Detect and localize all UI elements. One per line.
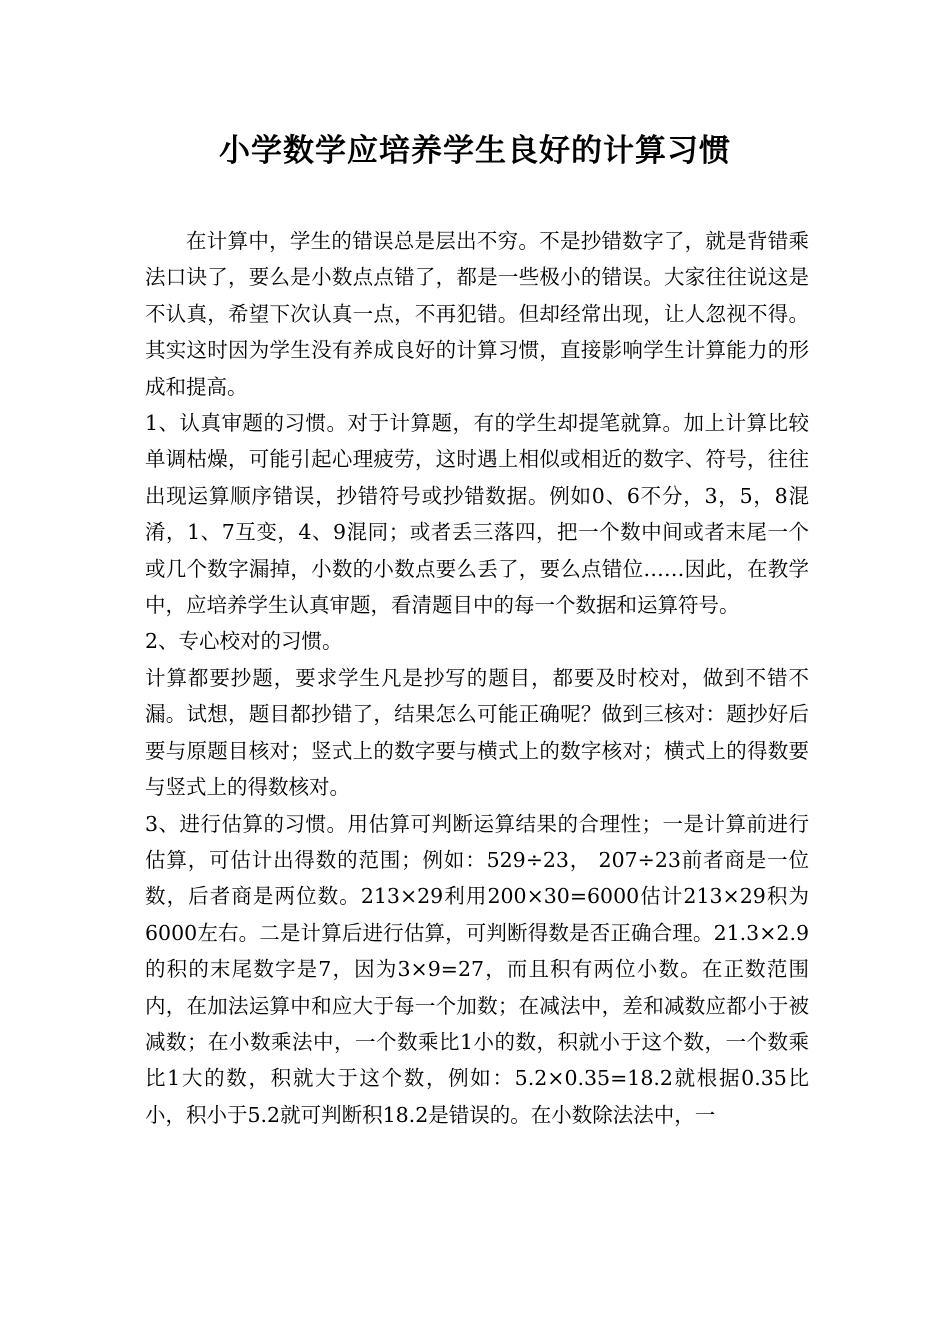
paragraph-habit-2-heading: 2、专心校对的习惯。 (145, 629, 343, 654)
document-title: 小学数学应培养学生良好的计算习惯 (219, 133, 731, 169)
paragraph-habit-3: 3、进行估算的习惯。用估算可判断运算结果的合理性；一是计算前进行估算，可估计出得数的范围；例如：529÷23， 207÷23前者商是一位数，后者商是两位数。213×29利用200×30=6000估计213×29积为6000左右。二是计算后进行估算，可判断得数是否正确合理。21.3×2.9的积的末尾数字是7，因为3×9=27，而且积有两位小数。在正数范围内，在加法运算中和应大于每一个加数；在减法中，差和减数应都小于被减数；在小数乘法中，一个数乘比1小的数，积就小于这个数，一个数乘比1大的数，积就大于这个数，例如：5.2×0.35=18.2就根据0.35比小，积小于5.2就可判断积18.2是错误的。在小数除法法中，一 (145, 811, 809, 1127)
paragraph-intro: 在计算中，学生的错误总是层出不穷。不是抄错数字了，就是背错乘法口诀了，要么是小数点点错了，都是一些极小的错误。大家往往说这是不认真，希望下次认真一点，不再犯错。但却经常出现，让人忽视不得。其实这时因为学生没有养成良好的计算习惯，直接影响学生计算能力的形成和提高。 (145, 229, 809, 399)
paragraph-habit-1: 1、认真审题的习惯。对于计算题，有的学生却提笔就算。加上计算比较单调枯燥，可能引起心理疲劳，这时遇上相似或相近的数字、符号，往往出现运算顺序错误，抄错符号或抄错数据。例如0、6不分，3，5，8混淆，1、7互变，4、9混同；或者丢三落四，把一个数中间或者末尾一个或几个数字漏掉，小数的小数点要么丢了，要么点错位……因此，在教学中，应培养学生认真审题，看清题目中的每一个数据和运算符号。 (145, 411, 809, 618)
paragraph-habit-2-body: 计算都要抄题，要求学生凡是抄写的题目，都要及时校对，做到不错不漏。试想，题目都抄错了，结果怎么可能正确呢？做到三核对：题抄好后要与原题目核对；竖式上的数字要与横式上的数字核对；横式上的得数要与竖式上的得数核对。 (145, 665, 809, 800)
document-body (145, 223, 809, 1133)
